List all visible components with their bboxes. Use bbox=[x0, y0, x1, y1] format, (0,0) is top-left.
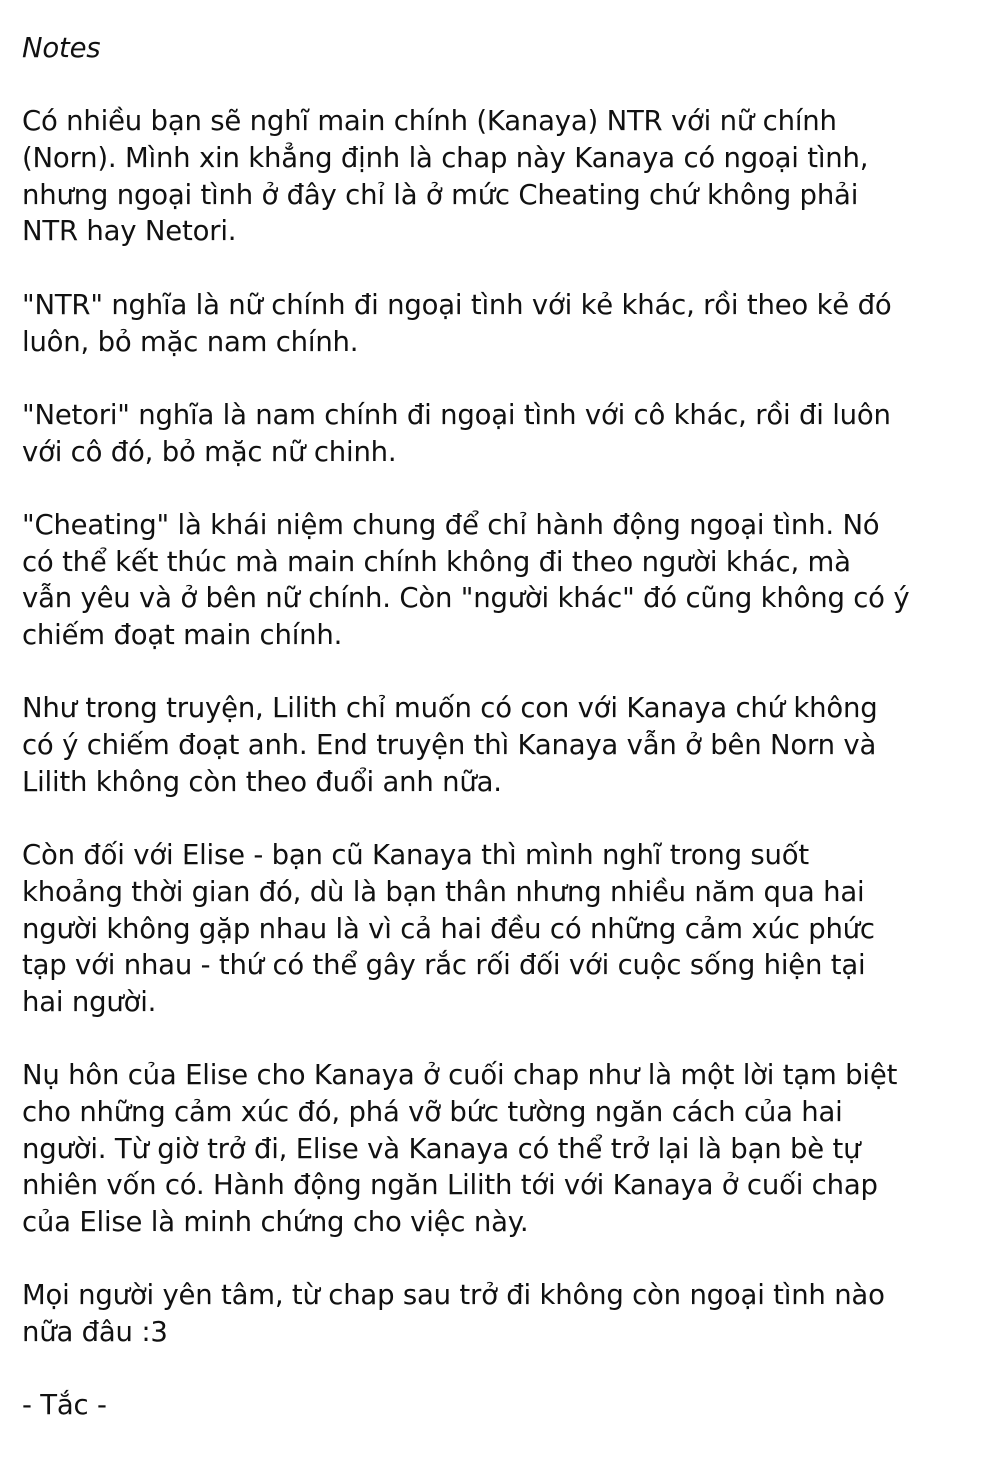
text-line: nữa đâu :3 bbox=[22, 1316, 168, 1349]
text-line: - Tắc - bbox=[22, 1389, 107, 1422]
paragraph-spacer bbox=[22, 1351, 909, 1388]
text-line: (Norn). Mình xin khẳng định là chap này Kanaya có ngoại tình, bbox=[22, 142, 869, 175]
text-line: Như trong truyện, Lilith chỉ muốn có con với Kanaya chứ không bbox=[22, 692, 878, 725]
paragraph-spacer bbox=[22, 360, 909, 397]
paragraph-spacer bbox=[22, 654, 909, 691]
text-line: vẫn yêu và ở bên nữ chính. Còn "người khác" đó cũng không có ý bbox=[22, 582, 910, 615]
text-line: có ý chiếm đoạt anh. End truyện thì Kanaya vẫn ở bên Norn và bbox=[22, 729, 877, 762]
paragraph-spacer bbox=[22, 800, 909, 837]
paragraph bbox=[22, 690, 909, 800]
text-line: tạp với nhau - thứ có thể gây rắc rối đối với cuộc sống hiện tại bbox=[22, 949, 866, 982]
text-line: cho những cảm xúc đó, phá vỡ bức tường ngăn cách của hai bbox=[22, 1095, 843, 1128]
text-line: có thể kết thúc mà main chính không đi theo người khác, mà bbox=[22, 545, 851, 578]
text-line: khoảng thời gian đó, dù là bạn thân nhưng nhiều năm qua hai bbox=[22, 875, 865, 908]
paragraph-spacer bbox=[22, 67, 909, 104]
text-line: Mọi người yên tâm, từ chap sau trở đi không còn ngoại tình nào bbox=[22, 1279, 885, 1312]
text-line: Còn đối với Elise - bạn cũ Kanaya thì mình nghĩ trong suốt bbox=[22, 839, 809, 872]
notes-title: Notes bbox=[22, 32, 101, 64]
notes-page bbox=[22, 30, 909, 1424]
text-line: người. Từ giờ trở đi, Elise và Kanaya có thể trở lại là bạn bè tự bbox=[22, 1132, 861, 1165]
text-line: luôn, bỏ mặc nam chính. bbox=[22, 325, 359, 358]
text-line: Có nhiều bạn sẽ nghĩ main chính (Kanaya) NTR với nữ chính bbox=[22, 105, 837, 138]
text-line: hai người. bbox=[22, 985, 157, 1018]
text-line: Nụ hôn của Elise cho Kanaya ở cuối chap như là một lời tạm biệt bbox=[22, 1059, 898, 1092]
text-line: NTR hay Netori. bbox=[22, 215, 237, 248]
text-line: với cô đó, bỏ mặc nữ chinh. bbox=[22, 435, 397, 468]
paragraph-spacer bbox=[22, 1241, 909, 1278]
paragraph bbox=[22, 837, 909, 1020]
paragraph-spacer bbox=[22, 470, 909, 507]
text-line: của Elise là minh chứng cho việc này. bbox=[22, 1206, 529, 1238]
paragraph-spacer bbox=[22, 250, 909, 287]
text-line: chiếm đoạt main chính. bbox=[22, 619, 343, 651]
paragraph bbox=[22, 397, 909, 470]
paragraph-spacer bbox=[22, 1021, 909, 1058]
notes-body bbox=[22, 67, 909, 1424]
text-line: "Netori" nghĩa là nam chính đi ngoại tình với cô khác, rồi đi luôn bbox=[22, 398, 891, 431]
signature bbox=[22, 1387, 909, 1424]
text-line: nhiên vốn có. Hành động ngăn Lilith tới với Kanaya ở cuối chap bbox=[22, 1169, 878, 1202]
text-line: nhưng ngoại tình ở đây chỉ là ở mức Cheating chứ không phải bbox=[22, 178, 859, 211]
paragraph bbox=[22, 103, 909, 250]
paragraph bbox=[22, 1057, 909, 1240]
text-line: "Cheating" là khái niệm chung để chỉ hành động ngoại tình. Nó bbox=[22, 508, 880, 541]
text-line: Lilith không còn theo đuổi anh nữa. bbox=[22, 765, 502, 798]
paragraph bbox=[22, 507, 909, 654]
text-line: "NTR" nghĩa là nữ chính đi ngoại tình với kẻ khác, rồi theo kẻ đó bbox=[22, 288, 892, 321]
paragraph bbox=[22, 287, 909, 360]
text-line: người không gặp nhau là vì cả hai đều có những cảm xúc phức bbox=[22, 912, 875, 945]
paragraph bbox=[22, 1277, 909, 1350]
